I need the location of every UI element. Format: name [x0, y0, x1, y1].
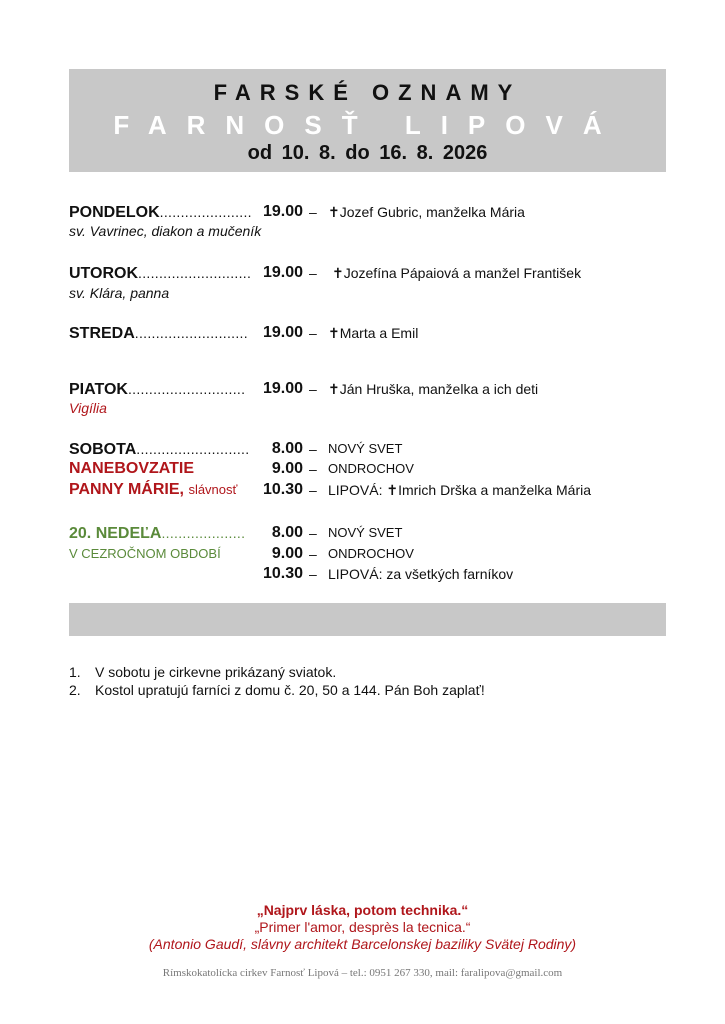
schedule-row-assumption: [0, 459, 725, 479]
day-label: 20. NEDEĽA....................: [69, 525, 246, 542]
mass-time: 19.00: [262, 203, 303, 220]
separator-dash: –: [309, 265, 317, 281]
day-label: SOBOTA...........................: [69, 441, 250, 458]
mass-location: ONDROCHOV: [328, 546, 414, 561]
mass-time: 8.00: [271, 524, 303, 541]
separator-dash: –: [309, 441, 317, 457]
mass-time: 8.00: [271, 440, 303, 457]
separator-dash: –: [309, 546, 317, 562]
feast-row-tuesday: [0, 283, 725, 303]
feast-name: sv. Klára, panna: [69, 285, 170, 301]
footer-contact: Rímskokatolícka cirkev Farnosť Lipová – tel.: 0951 267 330, mail: faralipova@gmail.com: [162, 967, 563, 979]
quote-line-1: „Najprv láska, potom technika.“: [256, 902, 469, 918]
separator-dash: –: [309, 325, 317, 341]
mass-intention: ✝Jozefína Pápaiová a manžel František: [332, 265, 582, 281]
separator-dash: –: [309, 566, 317, 582]
mass-intention: ✝Jozef Gubric, manželka Mária: [328, 204, 525, 220]
mass-location: ONDROCHOV: [328, 461, 414, 476]
mass-intention: LIPOVÁ: ✝Imrich Drška a manželka Mária: [328, 482, 592, 498]
schedule-row-sunday: [0, 523, 725, 543]
quote-attribution: (Antonio Gaudí, slávny architekt Barcelonskej baziliky Svätej Rodiny): [148, 936, 577, 952]
feast-name: sv. Vavrinec, diakon a mučeník: [69, 223, 262, 239]
mass-intention: ✝Ján Hruška, manželka a ich deti: [328, 381, 539, 397]
separator-dash: –: [309, 482, 317, 498]
separator-dash: –: [309, 204, 317, 220]
day-label: PONDELOK......................: [69, 204, 252, 221]
notes-list: [69, 663, 485, 699]
liturgical-season: V CEZROČNOM OBDOBÍ: [69, 546, 221, 561]
separator-dash: –: [309, 525, 317, 541]
feast-rank: slávnosť: [188, 482, 238, 497]
schedule-row-saturday: [0, 439, 725, 459]
mass-intention: ✝Marta a Emil: [328, 325, 419, 341]
mass-time: 19.00: [262, 380, 303, 397]
mass-time: 19.00: [262, 264, 303, 281]
note-item: 2. Kostol upratujú farníci z domu č. 20, 50 a 144. Pán Boh zaplať!: [69, 682, 485, 698]
divider-band: [69, 603, 666, 636]
day-label: STREDA...........................: [69, 325, 248, 342]
mass-time: 10.30: [262, 565, 303, 582]
mass-location: NOVÝ SVET: [328, 441, 403, 456]
schedule-row-sunday-2: [0, 544, 725, 564]
mass-time: 9.00: [271, 460, 303, 477]
header-banner: [69, 69, 666, 172]
quote-line-2: „Primer l'amor, desprès la tecnica.“: [254, 919, 471, 935]
separator-dash: –: [309, 381, 317, 397]
date-range: od 10. 8. do 16. 8. 2026: [247, 142, 488, 164]
note-item: 1. V sobotu je cirkevne prikázaný sviatok.: [69, 664, 337, 680]
schedule-row-tuesday: [0, 263, 725, 283]
schedule-row-monday: [0, 202, 725, 222]
parish-name: FARNOSŤ LIPOVÁ: [113, 110, 622, 140]
separator-dash: –: [309, 461, 317, 477]
schedule-row-friday: [0, 379, 725, 399]
schedule-row-wednesday: [0, 323, 725, 343]
mass-time: 9.00: [271, 545, 303, 562]
mass-time: 19.00: [262, 324, 303, 341]
announcements-title: FARSKÉ OZNAMY: [213, 80, 522, 105]
feast-name: Vigília: [69, 400, 107, 416]
mass-time: 10.30: [262, 481, 303, 498]
feast-title: PANNY MÁRIE, slávnosť: [69, 481, 238, 498]
schedule-row-assumption-2: [0, 480, 725, 500]
schedule-row-sunday-3: [0, 564, 725, 584]
mass-location: NOVÝ SVET: [328, 525, 403, 540]
day-label: PIATOK............................: [69, 381, 246, 398]
feast-row-friday: [0, 398, 725, 418]
mass-intention: LIPOVÁ: za všetkých farníkov: [328, 566, 514, 582]
feast-title: NANEBOVZATIE: [69, 460, 195, 477]
day-label: UTOROK...........................: [69, 265, 252, 282]
feast-row-monday: [0, 221, 725, 241]
